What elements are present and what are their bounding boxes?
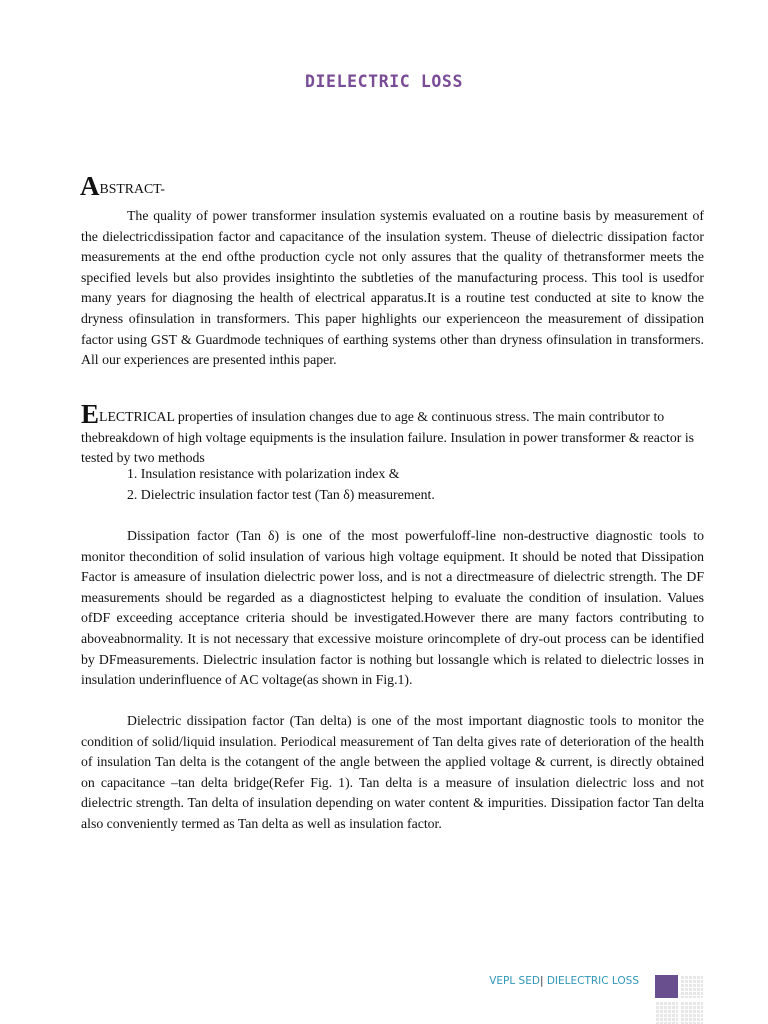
list-item: 1. Insulation resistance with polarization index & — [127, 466, 400, 481]
list-item: 2. Dielectric insulation factor test (Tan δ) measurement. — [127, 486, 435, 502]
footer-org: VEPL SED — [489, 975, 540, 987]
page-title: DIELECTRIC LOSS — [304, 72, 463, 91]
abstract-paragraph: The quality of power transformer insulation systemis evaluated on a routine basis by measurement of the dielectricdissipation factor and capacitance of the insulation system. Theuse of dielectric dissipation factor measurements at the end ofthe production cycle not only assures that the quality of thetransformer meets the specified levels but also provides insightinto the subtleties of the manufacturing process. This tool is usedfor many years for diagnosing the health of electrical apparatus.It is a routine test conducted at site to know the dryness ofinsulation in transformers. This paper highlights our experienceon the measurement of dissipation factor using GST & Guardmode techniques of earthing systems other than dryness ofinsulation in transformers. All our experiences are presented inthis paper. — [81, 208, 704, 368]
footer-separator: | — [539, 975, 544, 987]
footer-decoration — [655, 975, 703, 1024]
electrical-paragraph — [81, 399, 704, 469]
abstract-heading-label: BSTRACT- — [99, 181, 165, 196]
footer-section: DIELECTRIC LOSS — [543, 975, 639, 987]
abstract-dropcap: A — [80, 171, 100, 201]
dissipation-paragraph: Dissipation factor (Tan δ) is one of the most powerfuloff-line non-destructive diagnostic tools to monitor thecondition of solid insulation of various high voltage equipment. It should be noted that Dissipation Factor is ameasure of insulation dielectric power loss, and is not a directmeasure of dielectric strength. The DF measurements should be regarded as a diagnostictest helping to evaluate the condition of insulation. Values ofDF exceeding acceptance criteria should be investigated.However there are many factors contributing to aboveabnormality. It is not necessary that excessive moisture orincomplete of dry-out process can be identified by DFmeasurements. Dielectric insulation factor is nothing but lossangle which is related to dielectric losses in insulation underinfluence of AC voltage(as shown in Fig.1). — [81, 528, 704, 688]
abstract-heading — [80, 173, 165, 200]
electrical-lead: LECTRICAL — [99, 409, 175, 424]
electrical-dropcap: E — [81, 399, 100, 429]
decor-square-grid — [680, 975, 703, 998]
tan-delta-paragraph: Dielectric dissipation factor (Tan delta) is one of the most important diagnostic tools to monitor the condition of solid/liquid insulation. Periodical measurement of Tan delta gives rate of deterioration of the health of insulation Tan delta is the cotangent of the angle between the applied voltage & current, is directly obtained on capacitance –tan delta bridge(Refer Fig. 1). Tan delta is a measure of insulation dielectric loss and not dielectric strength. Tan delta of insulation depending on water content & impurities. Dissipation factor Tan delta also conveniently termed as Tan delta as well as insulation factor. — [81, 713, 704, 831]
decor-square-grid — [680, 1001, 703, 1024]
footer-text — [489, 975, 639, 987]
decor-square-purple — [655, 975, 678, 998]
methods-list — [127, 464, 435, 505]
electrical-text: properties of insulation changes due to age & continuous stress. The main contributor to thebreakdown of high voltage equipments is the insulation failure. Insulation in power transformer & reactor is tested by two methods — [81, 409, 695, 466]
decor-square-grid — [655, 1001, 678, 1024]
